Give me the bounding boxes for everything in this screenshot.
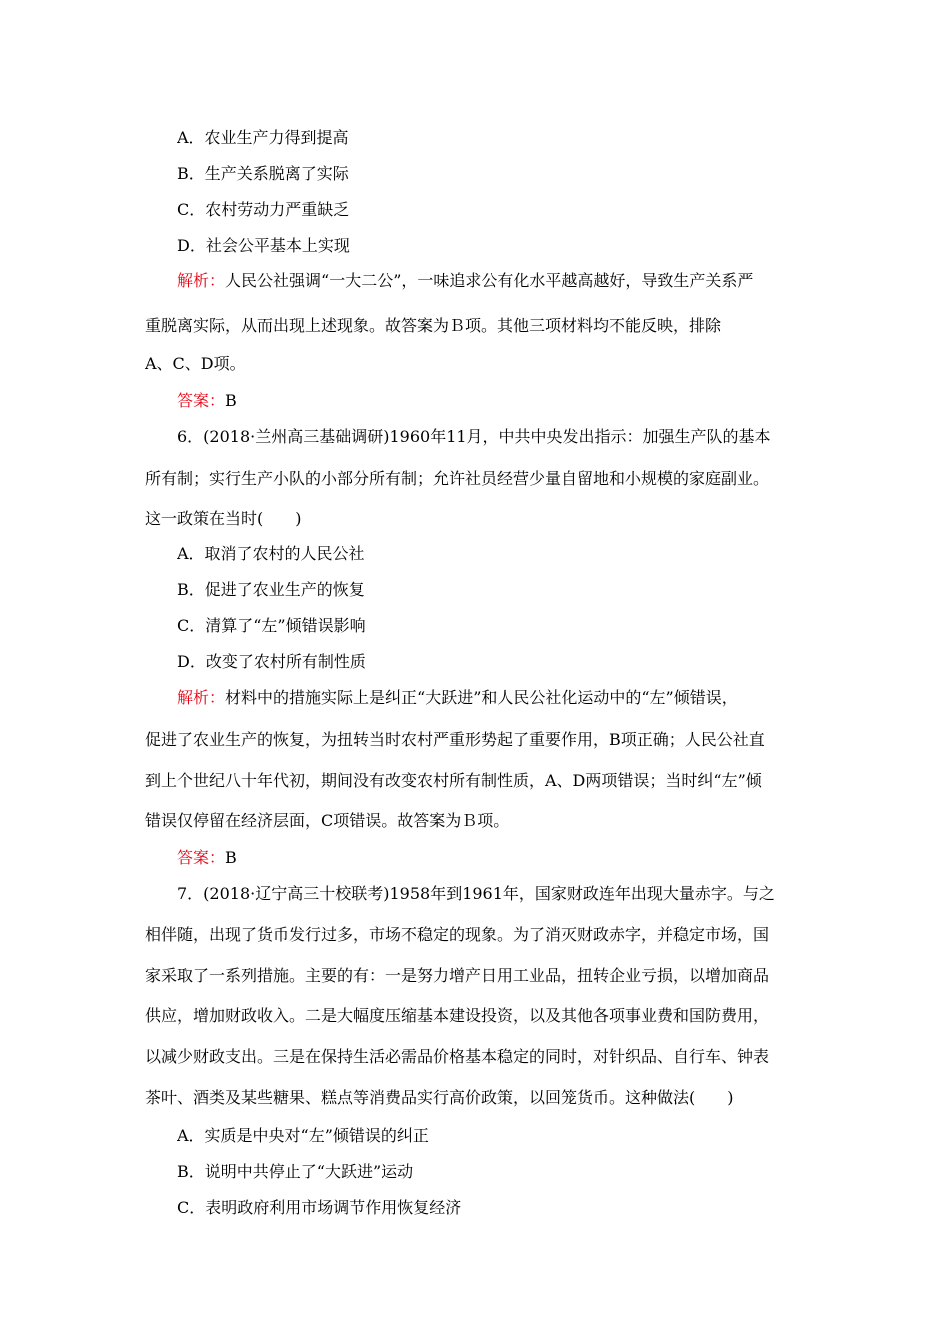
- q5-option-c: C．农村劳动力严重缺乏: [177, 200, 350, 219]
- q7-stem-line-2: 相伴随，出现了货币发行过多，市场不稳定的现象。为了消灭财政赤字，并稳定市场，国: [145, 925, 770, 944]
- q7-option-c: C．表明政府利用市场调节作用恢复经济: [177, 1198, 462, 1217]
- q6-analysis-line-3: 到上个世纪八十年代初，期间没有改变农村所有制性质，A、D两项错误；当时纠“左”倾: [145, 771, 762, 790]
- q6-option-b: B．促进了农业生产的恢复: [177, 580, 365, 599]
- q6-analysis-label: 解析：: [177, 688, 226, 707]
- q6-stem-line-3: 这一政策在当时( ): [145, 509, 302, 528]
- q5-analysis-line-3: A、C、D项。: [145, 354, 246, 373]
- q6-option-d: D．改变了农村所有制性质: [177, 652, 366, 671]
- q5-analysis-label: 解析：: [177, 271, 226, 290]
- q6-analysis-line-4: 错误仅停留在经济层面，C项错误。故答案为Ｂ项。: [145, 811, 510, 830]
- q6-option-c: C．清算了“左”倾错误影响: [177, 616, 366, 635]
- q6-stem-line-2: 所有制；实行生产小队的小部分所有制；允许社员经营少量自留地和小规模的家庭副业。: [145, 469, 770, 488]
- q6-analysis-text: 材料中的措施实际上是纠正“大跃进”和人民公社化运动中的“左”倾错误，: [225, 688, 738, 707]
- q5-option-b: B．生产关系脱离了实际: [177, 164, 349, 183]
- q5-answer: [177, 391, 839, 411]
- q7-stem-line-3: 家采取了一系列措施。主要的有：一是努力增产日用工业品，扭转企业亏损，以增加商品: [145, 966, 770, 985]
- q6-analysis-line-2: 促进了农业生产的恢复，为扭转当时农村严重形势起了重要作用，B项正确；人民公社直: [145, 730, 765, 749]
- q6-answer-label: 答案：: [177, 848, 226, 867]
- q5-option-d: D．社会公平基本上实现: [177, 236, 350, 255]
- q7-stem-line-4: 供应，增加财政收入。二是大幅度压缩基本建设投资，以及其他各项事业费和国防费用，: [145, 1006, 770, 1025]
- q7-option-a: A．实质是中央对“左”倾错误的纠正: [177, 1126, 429, 1145]
- q6-stem-line-1: 6．(2018·兰州高三基础调研)1960年11月，中共中央发出指示：加强生产队的基本: [177, 427, 771, 446]
- q5-analysis-line-1: [177, 271, 839, 291]
- q5-answer-label: 答案：: [177, 391, 226, 410]
- q5-answer-value: B: [225, 391, 237, 410]
- q7-option-b: B．说明中共停止了“大跃进”运动: [177, 1162, 414, 1181]
- q6-analysis-line-1: [177, 688, 839, 708]
- q7-stem-line-1: 7．(2018·辽宁高三十校联考)1958年到1961年，国家财政连年出现大量赤字。与之: [177, 884, 775, 903]
- q7-stem-line-5: 以减少财政支出。三是在保持生活必需品价格基本稳定的同时，对针织品、自行车、钟表: [145, 1047, 770, 1066]
- q5-option-a: A．农业生产力得到提高: [177, 128, 349, 147]
- q7-stem-line-6: 茶叶、酒类及某些糖果、糕点等消费品实行高价政策，以回笼货币。这种做法( ): [145, 1088, 734, 1107]
- q6-answer: [177, 848, 839, 868]
- q6-answer-value: B: [225, 848, 237, 867]
- q5-analysis-text: 人民公社强调“一大二公”，一味追求公有化水平越高越好，导致生产关系严: [225, 271, 754, 290]
- q5-analysis-line-2: 重脱离实际，从而出现上述现象。故答案为Ｂ项。其他三项材料均不能反映，排除: [145, 316, 722, 335]
- q6-option-a: A．取消了农村的人民公社: [177, 544, 365, 563]
